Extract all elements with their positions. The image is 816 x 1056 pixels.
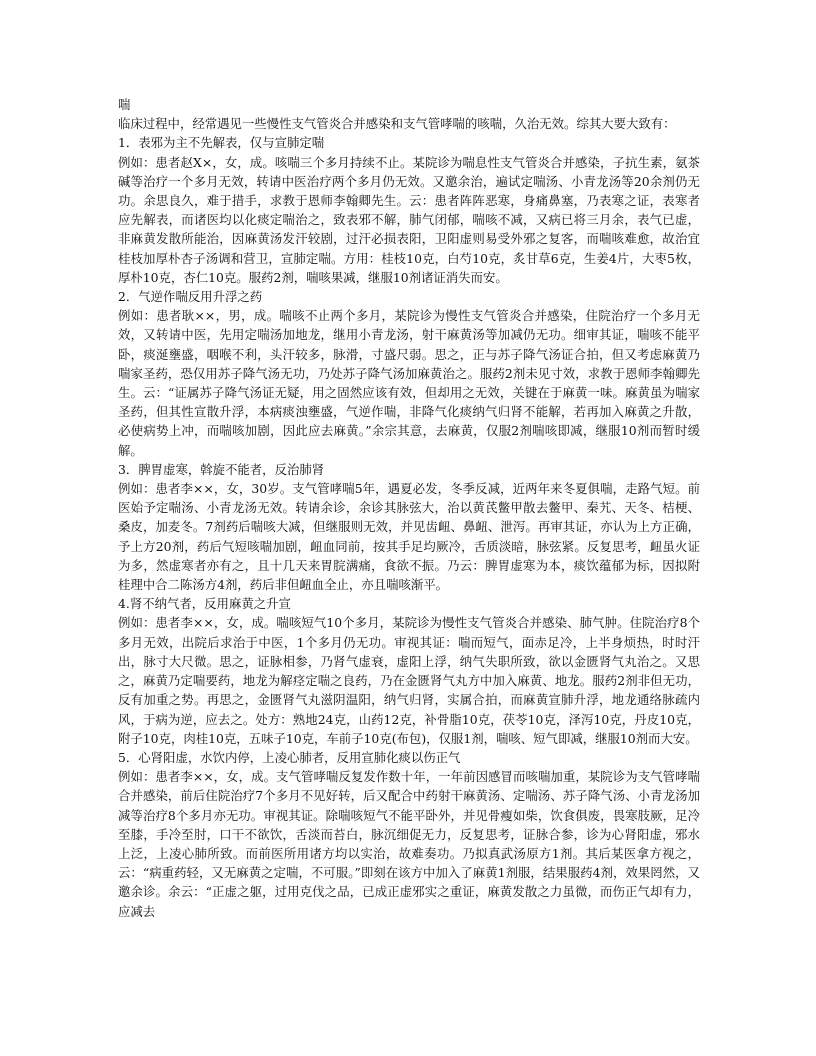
section-body-3: 例如：患者李××，女，30岁。支气管哮喘5年，遇夏必发，冬季反减，近两年来冬夏俱喘，走路气短。前医始予定喘汤、小青龙汤无效。转请余诊，余诊其脉弦大，治以黄芪鳖甲散去鳖甲、秦艽、天冬、桔梗、桑皮，加麦冬。7剂药后喘咳大减，但继服则无效，并见齿衄、鼻衄、泄泻。再审其证，亦认为上方正确，予上方20剂，药后气短咳喘加剧，衄血同前，按其手足均厥冷，舌质淡暗，脉弦紧。反复思考，衄虽火证为多，然虚寒者亦有之，且十几天来胃脘满痛，食欲不振。乃云：脾胃虚寒为本，痰饮蕴郁为标，因拟附桂理中合二陈汤方4剂，药后非但衄血全止，亦且喘咳渐平。 bbox=[118, 481, 700, 593]
section-body-4: 例如：患者李××，女，成。喘咳短气10个多月，某院诊为慢性支气管炎合并感染、肺气肿。住院治疗8个多月无效，出院后求治于中医，1个多月仍无功。审视其证：喘而短气，面赤足冷，上半身烦热，时时汗出，脉寸大尺微。思之，证脉相参，乃肾气虚衰，虚阳上浮，纳气失职所致，欲以金匮肾气丸治之。又思之，麻黄乃定喘要药，地龙为解痉定喘之良药，乃在金匮肾气丸方中加入麻黄、地龙。服药2剂非但无功，反有加重之势。再思之，金匮肾气丸滋阴温阳，纳气归肾，实属合拍，而麻黄宣肺升浮，地龙通络脉疏内风，于病为逆，应去之。处方：熟地24克，山药12克，补骨脂10克，茯苓10克，泽泻10克，丹皮10克，附子10克，肉桂10克，五味子10克，车前子10克(布包)，仅服1剂，喘咳、短气即减，继服10剂而大安。 bbox=[118, 615, 700, 746]
document-title: 喘 bbox=[118, 97, 131, 112]
section-heading-2: 2．气逆作喘反用升浮之药 bbox=[118, 289, 263, 305]
section-heading-3: 3．脾胃虚寒，斡旋不能者，反治肺肾 bbox=[118, 461, 325, 477]
section-heading-1: 1．表邪为主不先解表，仅与宣肺定喘 bbox=[118, 135, 325, 151]
document-page bbox=[118, 95, 700, 921]
section-heading-5: 5．心肾阳虚，水饮内停，上凌心肺者，反用宣肺化痰以伤正气 bbox=[118, 749, 461, 765]
intro-paragraph: 临床过程中，经常遇见一些慢性支气管炎合并感染和支气管哮喘的咳喘，久治无效。综其大要大致有： bbox=[118, 116, 676, 132]
section-heading-4: 4.肾不纳气者，反用麻黄之升宣 bbox=[118, 596, 291, 612]
section-body-5: 例如：患者李××，女，成。支气管哮喘反复发作数十年，一年前因感冒而咳喘加重，某院诊为支气管哮喘合并感染，前后住院治疗7个多月不见好转，后又配合中药射干麻黄汤、定喘汤、苏子降气汤、小青龙汤加减等治疗8个多月亦无功。审视其证。除喘咳短气不能平卧外，并见骨瘦如柴，饮食俱废，畏寒肢厥，足冷至膝，手冷至肘，口干不欲饮，舌淡而苔白，脉沉细促无力，反复思考，证脉合参，诊为心肾阳虚，邪水上泛，上凌心肺所致。而前医所用诸方均以实治，故难奏功。乃拟真武汤原方1剂。其后某医拿方视之，云：“病重药轻，又无麻黄之定喘，不可服。”即刻在该方中加入了麻黄1剂服，结果服药4剂，效果罔然，又邀余诊。余云：“正虚之躯，过用克伐之品，已成正虚邪实之重证，麻黄发散之力虽微，而伤正气却有力，应减去 bbox=[118, 769, 700, 919]
section-body-1: 例如：患者赵X×，女，成。咳喘三个多月持续不止。某院诊为喘息性支气管炎合并感染，子抗生素，氨茶碱等治疗一个多月无效，转请中医治疗两个多月仍无效。又邀余治，遍试定喘汤、小青龙汤等20余剂仍无功。余思良久，难于措手，求教于恩师李翰卿先生。云：患者阵阵恶寒，身痛鼻塞，乃表寒之证，表寒者应先解表，而诸医均以化痰定喘治之，致表邪不解，肺气闭郁，喘咳不减，又病已将三月余，表气已虚，非麻黄发散所能治，因麻黄汤发汗较剧，过汗必损表阳，卫阳虚则易受外邪之复客，而喘咳难愈，故治宜桂枝加厚朴杏子汤调和营卫，宣肺定喘。方用：桂枝10克，白芍10克，炙甘草6克，生姜4片，大枣5枚，厚朴10克，杏仁10克。服药2剂，喘咳果减，继服10剂诸证消失而安。 bbox=[118, 154, 700, 285]
section-body-2: 例如：患者耿××，男，成。喘咳不止两个多月，某院诊为慢性支气管炎合并感染，住院治疗一个多月无效，又转请中医，先用定喘汤加地龙，继用小青龙汤，射干麻黄汤等加减仍无功。细审其证，喘咳不能平卧，痰涎壅盛，咽喉不利，头汗较多，脉滑，寸盛尺弱。思之，正与苏子降气汤证合拍，但又考虑麻黄乃喘家圣药，恐仅用苏子降气汤无功，乃处苏子降气汤加麻黄治之。服药2剂未见寸效，求教于恩师李翰卿先生。云：“证属苏子降气汤证无疑，用之固然应该有效，但却用之无效，关键在于麻黄一味。麻黄虽为喘家圣药，但其性宣散升浮，本病痰浊壅盛，气逆作喘，非降气化痰纳气归肾不能解，若再加入麻黄之升散，必使病势上冲，而喘咳加剧，因此应去麻黄。”余宗其意，去麻黄，仅服2剂喘咳即减，继服10剂而暂时缓解。 bbox=[118, 308, 700, 458]
